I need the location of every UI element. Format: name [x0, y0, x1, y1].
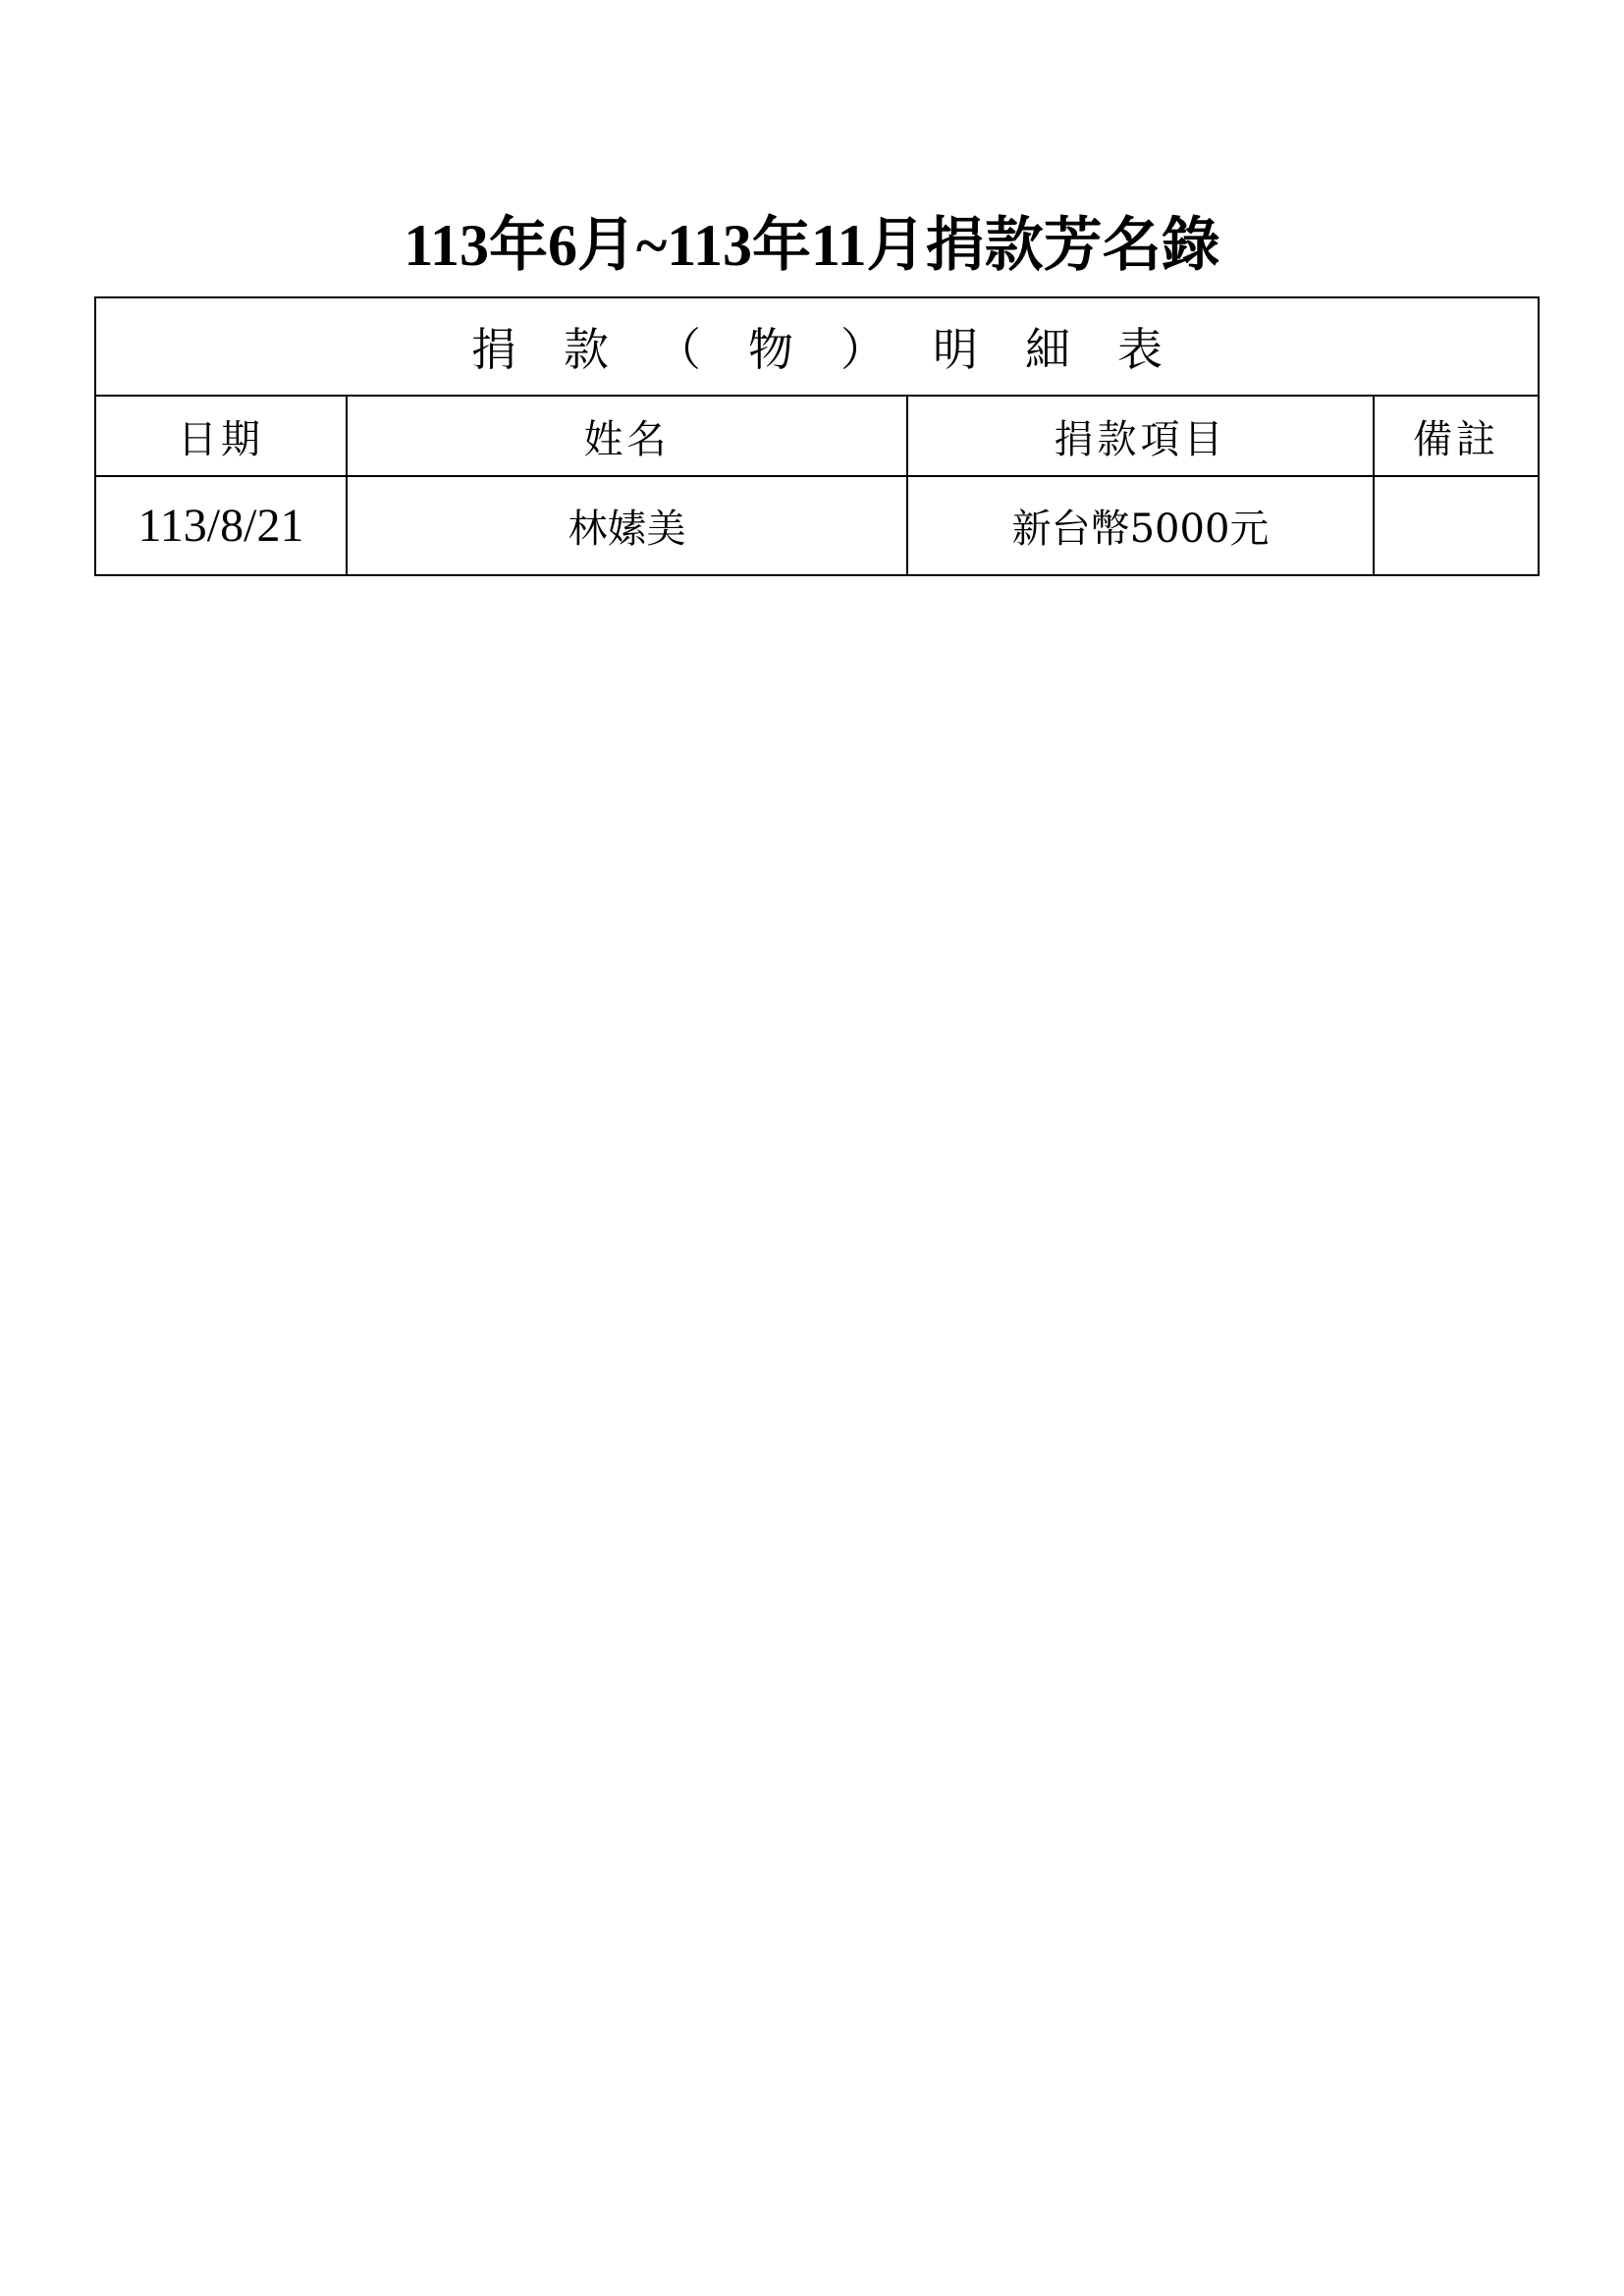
table-header-row	[95, 396, 1539, 476]
cell-note	[1374, 476, 1539, 575]
column-header-note: 備註	[1374, 396, 1539, 476]
column-header-name: 姓名	[347, 396, 907, 476]
column-header-date: 日期	[95, 396, 347, 476]
cell-item: 新台幣5000元	[907, 476, 1374, 575]
table-row	[95, 476, 1539, 575]
table-caption: 捐款（物）明細表	[95, 297, 1539, 396]
column-header-item: 捐款項目	[907, 396, 1374, 476]
donation-table	[94, 296, 1540, 576]
cell-name: 林嫊美	[347, 476, 907, 575]
page-title: 113年6月~113年11月捐款芳名錄	[404, 213, 1220, 278]
table-caption-row	[95, 297, 1539, 396]
cell-date: 113/8/21	[95, 476, 347, 575]
